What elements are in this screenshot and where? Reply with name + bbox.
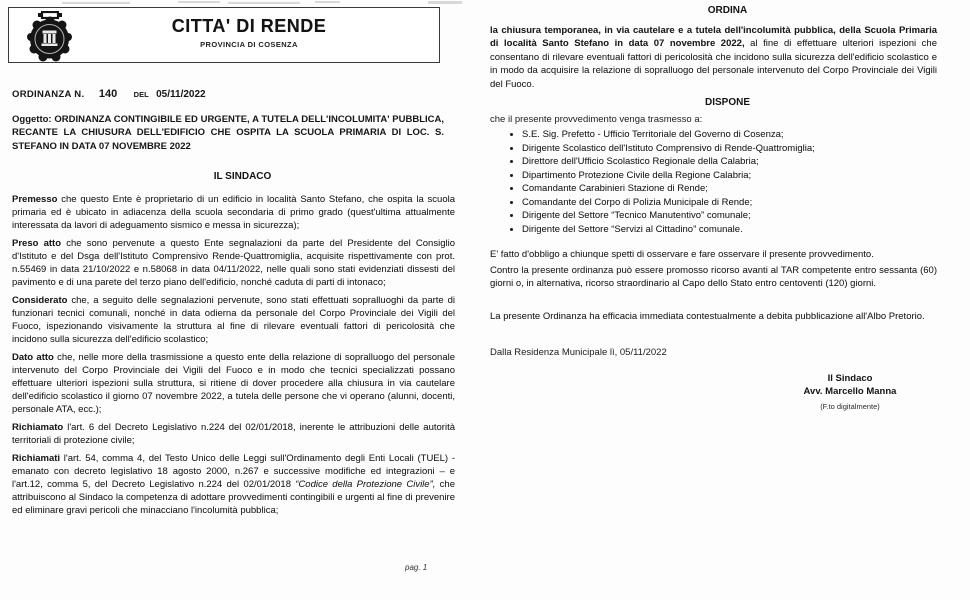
closing-appeal: Contro la presente ordinanza può essere promosso ricorso avanti al TAR competente entro sessanta (60) giorni o, in alternativa, ricorso straordinario al Capo dello Stato entro centoventi (120) giorni. — [490, 265, 937, 289]
recipients-list — [490, 128, 930, 236]
sindaco-heading: IL SINDACO — [213, 171, 272, 182]
paragraph-richiamati: Richiamati l'art. 54, comma 4, del Testo Unico delle Leggi sull'Ordinamento degli Enti Locali (TUEL) - emanato con decreto legislativo 18 agosto 2000, n.267 e successive modifiche ed integrazioni – e l'art.12, comma 5, del Decreto Legislativo n.224 del 02/01/2018 “Codice della Protezione Civile”, che attribuiscono al Sindaco la competenza di adottare provvedimenti contingibili e urgenti al fine di prevenire ed eliminare gravi pericoli che minacciano l'incolumità pubblica; — [12, 453, 455, 516]
subject-paragraph: Oggetto: ORDINANZA CONTINGIBILE ED URGENTE, A TUTELA DELL'INCOLUMITA' PUBBLICA, RECANTE LA CHIUSURA DELL'EDIFICIO CHE OSPITA LA SCUOLA PRIMARIA DI LOC. S. STEFANO IN DATA 07 NOVEMBRE 2022 — [12, 114, 444, 152]
ordinance-number: 140 — [98, 88, 118, 100]
recipient-item: • Dipartimento Protezione Civile della Regione Calabria; — [522, 169, 930, 183]
paragraph-premesso: Premesso che questo Ente è proprietario di un edificio in località Santo Stefano, che ospita la scuola primaria ed è ubicato in adiacenza della scuola secondaria di primo grado (quest'ultima attualmente interessata da lavori di adeguamento sismico e messa in sicurezza); — [12, 194, 455, 231]
ordinance-number-line — [12, 84, 206, 102]
city-subtitle: PROVINCIA DI COSENZA — [200, 40, 298, 49]
recipient-item: • Comandante Carabinieri Stazione di Rende; — [522, 182, 930, 196]
signature-role: Il Sindaco — [827, 373, 873, 384]
ordina-heading: ORDINA — [707, 5, 748, 16]
signature-block — [750, 372, 950, 411]
dateline: Dalla Residenza Municipale lì, 05/11/2022 — [490, 347, 667, 358]
closing-obligation: E' fatto d'obbligo a chiunque spetti di osservare e fare osservare il presente provvedimento. — [490, 249, 874, 260]
city-title: CITTA' DI RENDE — [171, 16, 327, 36]
paragraph-preso-atto: Preso atto che sono pervenute a questo Ente segnalazioni da parte del Presidente del Consiglio d'Istituto e del Dsga dell'Istituto Comprensivo Rende-Quattromiglia, acquisite rispettivamente con prot. n.55469 in data 21/10/2022 e n.58068 in data 04/11/2022, nelle quali sono stati evidenziati dissesti del pavimento e di una parete del terzo piano dell'edificio, nonché caduta di parti di intonaco; — [12, 238, 455, 288]
ordinance-del-label: DEL — [133, 90, 149, 99]
ordinance-label: ORDINANZA N. — [12, 89, 85, 100]
page-2 — [485, 0, 970, 600]
city-coat-of-arms-icon — [25, 11, 75, 63]
ordina-paragraph: la chiusura temporanea, in via cautelare e a tutela dell'incolumità pubblica, della Scuola Primaria di località Santo Stefano in data 07 novembre 2022, al fine di effettuare ulteriori ispezioni che consentano di rilevare eventuali fattori di pericolosità che incidono sulla sicurezza dell'edificio scolastico e in modo da acquisire la relazione di sopralluogo del personale intervenuto del Corpo Provinciale dei Vigili del Fuoco. — [490, 25, 937, 90]
closing-effectiveness: La presente Ordinanza ha efficacia immediata contestualmente a debita pubblicazione all'Albo Pretorio. — [490, 311, 925, 322]
recitals-block — [12, 193, 455, 522]
paragraph-considerato: Considerato che, a seguito delle segnalazioni pervenute, sono stati effettuati sopralluoghi da parte di funzionari tecnici comunali, nonché in data odierna da personale del Corpo Provinciale dei Vigili del Fuoco, ispezionando visivamente la struttura al fine di rilevare eventuali fattori di pericolosità che incidono sulla sicurezza dell'edificio scolastico; — [12, 295, 455, 345]
recipient-item: • Dirigente del Settore “Tecnico Manutentivo” comunale; — [522, 209, 930, 223]
dispone-heading: DISPONE — [704, 97, 750, 108]
signature-note: (F.to digitalmente) — [820, 402, 880, 411]
paragraph-dato-atto: Dato atto che, nelle more della trasmissione a questo ente della relazione di sopralluogo del personale intervenuto del Corpo Provinciale dei Vigili del Fuoco e in modo che tecnici specializzati possano effettuare ulteriori ispezioni sulla struttura, si ritiene di dover procedere alla chiusura in via cautelare dell'edificio scolastico il giorno 07 novembre 2022, a tutela delle persone che vi operano (alunni, docenti, personale ATA, ecc.); — [12, 352, 455, 415]
dispone-intro: che il presente provvedimento venga trasmesso a: — [490, 114, 703, 125]
recipient-item: • Comandante del Corpo di Polizia Municipale di Rende; — [522, 196, 930, 210]
recipient-item: • Direttore dell'Ufficio Scolastico Regionale della Calabria; — [522, 155, 930, 169]
recipient-item: • S.E. Sig. Prefetto - Ufficio Territoriale del Governo di Cosenza; — [522, 128, 930, 142]
signature-name: Avv. Marcello Manna — [803, 386, 897, 397]
paragraph-richiamato: Richiamato l'art. 6 del Decreto Legislativo n.224 del 02/01/2018, inerente le attribuzioni delle autorità territoriali di protezione civile; — [12, 422, 455, 446]
recipient-item: • Dirigente Scolastico dell'Istituto Comprensivo di Rende-Quattromiglia; — [522, 142, 930, 156]
ordinance-date: 05/11/2022 — [156, 89, 206, 100]
page-number: pag. 1 — [405, 563, 428, 572]
letterhead-box — [8, 7, 440, 63]
recipient-item: • Dirigente del Settore “Servizi al Cittadino” comunale. — [522, 223, 930, 237]
